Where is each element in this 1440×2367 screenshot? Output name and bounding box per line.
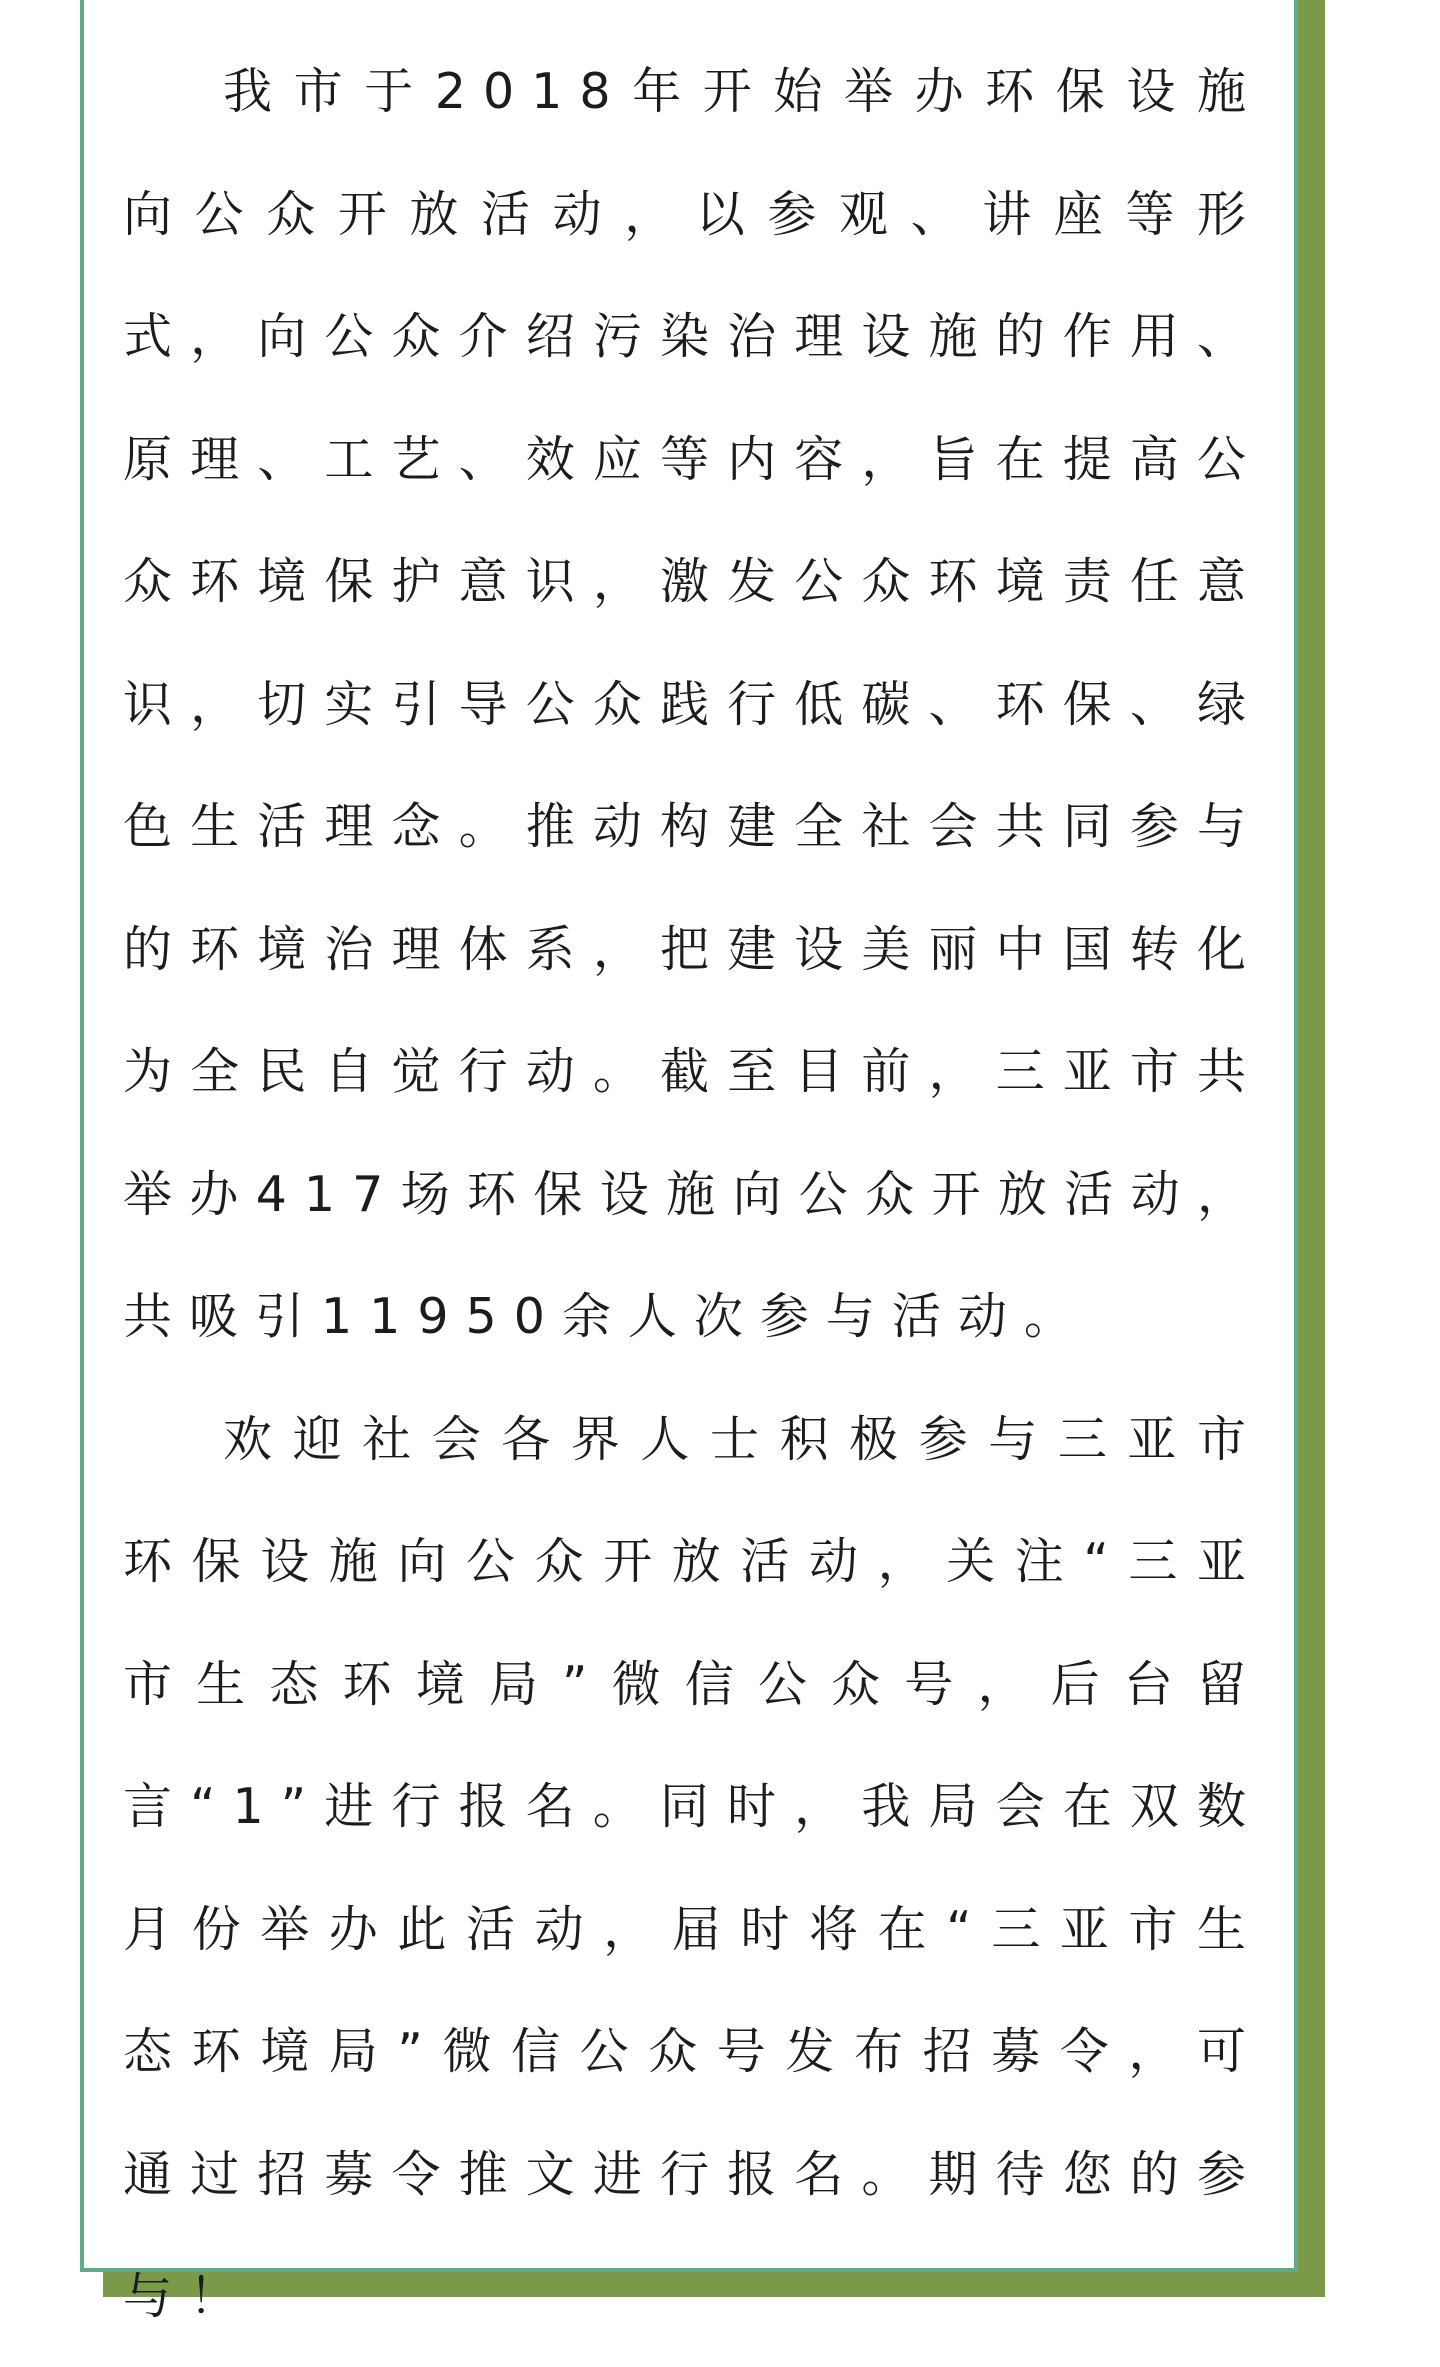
paragraph-invitation: 欢迎社会各界人士积极参与三亚市环保设施向公众开放活动，关注“三亚市生态环境局”微信公众号，后台留言“1”进行报名。同时，我局会在双数月份举办此活动，届时将在“三亚市生态环境局”微信公众号发布招募令，可通过招募令推文进行报名。期待您的参与！	[123, 1410, 1263, 2325]
paragraph-intro: 我市于2018年开始举办环保设施向公众开放活动，以参观、讲座等形式，向公众介绍污染治理设施的作用、原理、工艺、效应等内容，旨在提高公众环境保护意识，激发公众环境责任意识，切实引导公众践行低碳、环保、绿色生活理念。推动构建全社会共同参与的环境治理体系，把建设美丽中国转化为全民自觉行动。截至目前，三亚市共举办417场环保设施向公众开放活动，共吸引11950余人次参与活动。	[123, 63, 1263, 1345]
article-body	[123, 31, 1263, 2359]
